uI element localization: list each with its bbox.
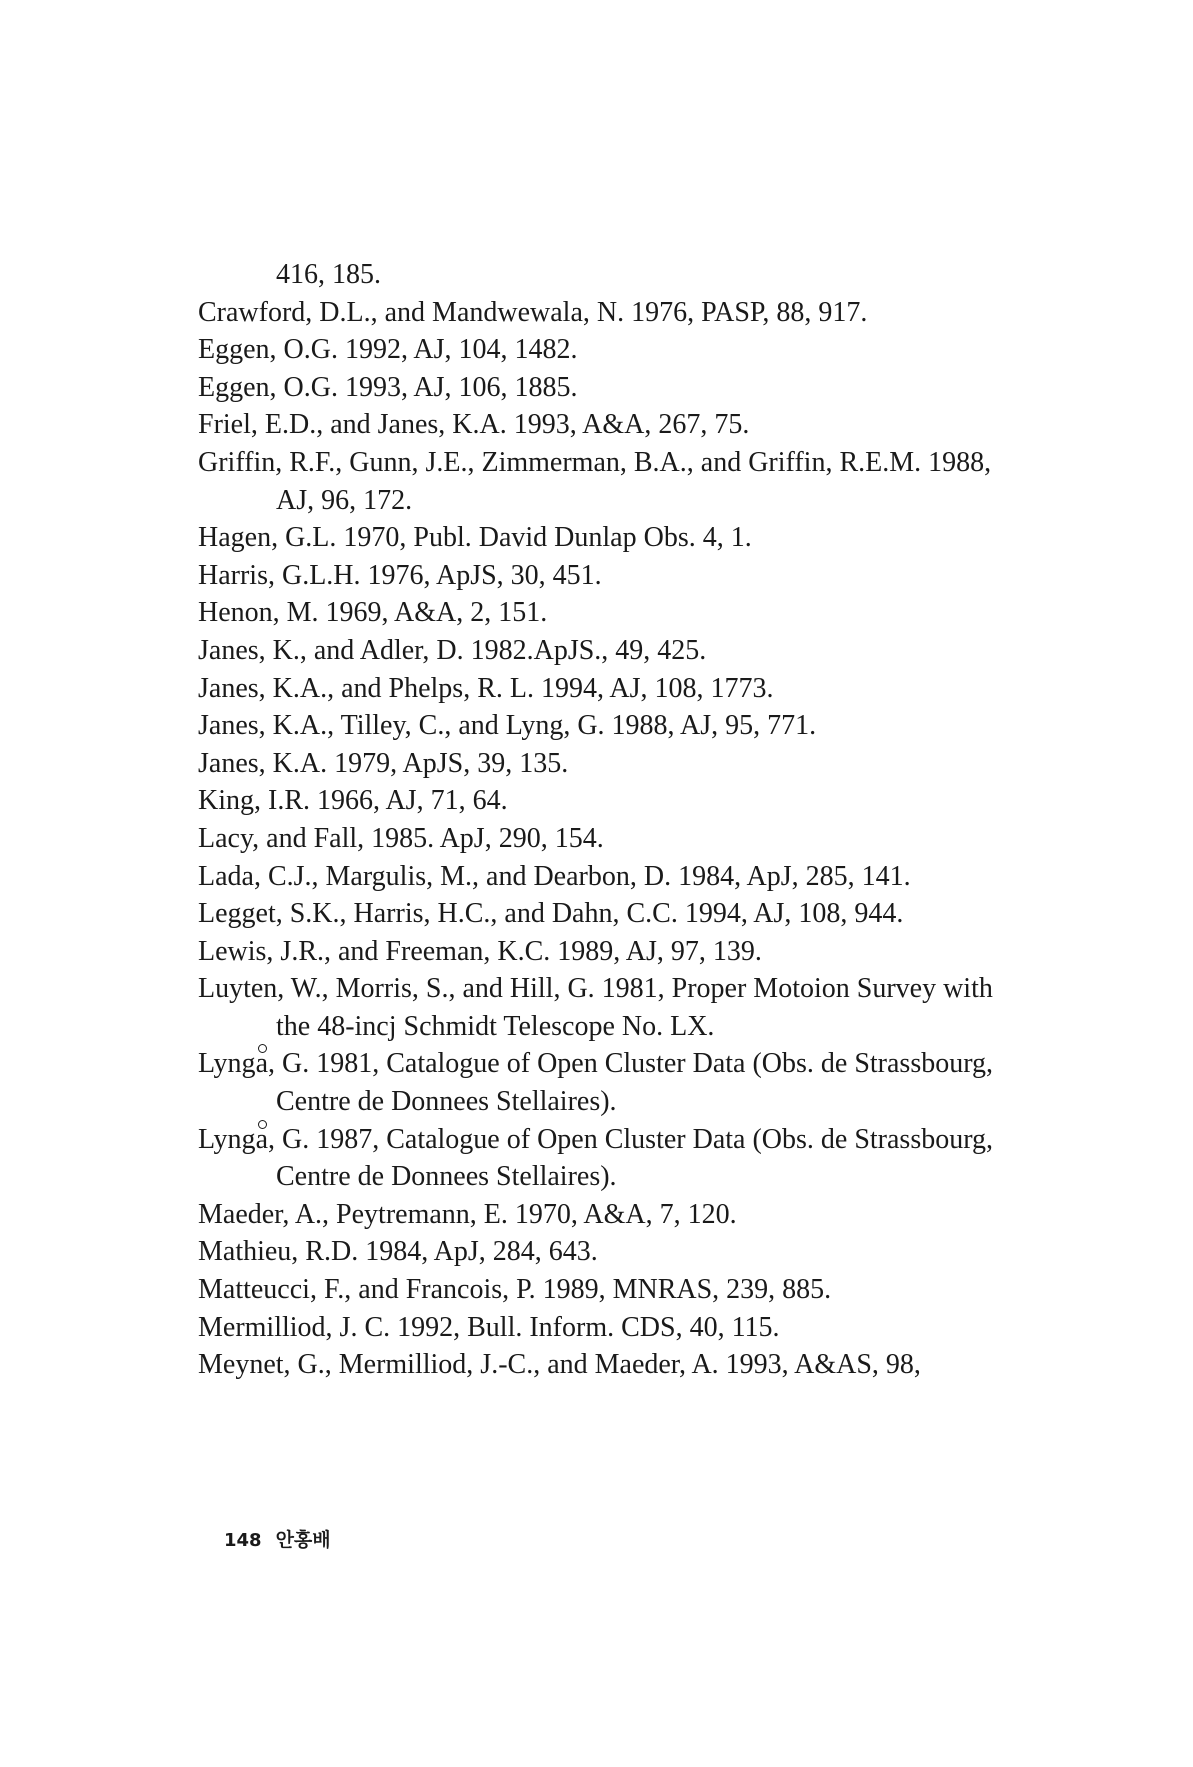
reference-text: Griffin, R.F., Gunn, J.E., Zimmerman, B.A., and Griffin, R.E.M. 1988,: [198, 446, 992, 478]
reference-item: [198, 1121, 1078, 1196]
reference-item: [198, 1233, 1078, 1271]
ring-accent-letter: a: [255, 1123, 268, 1155]
reference-continuation: Centre de Donnees Stellaires).: [276, 1086, 617, 1118]
reference-item: [198, 1346, 1078, 1384]
reference-item: [198, 444, 1078, 519]
reference-text: Lacy, and Fall, 1985. ApJ, 290, 154.: [198, 822, 604, 854]
reference-text: Lada, C.J., Margulis, M., and Dearbon, D. 1984, ApJ, 285, 141.: [198, 860, 911, 892]
reference-item: [198, 1309, 1078, 1347]
reference-text: Friel, E.D., and Janes, K.A. 1993, A&A, 267, 75.: [198, 409, 750, 441]
reference-text: Lyng: [198, 1048, 256, 1080]
reference-item: [198, 519, 1078, 557]
reference-item: [198, 820, 1078, 858]
reference-text: Mermilliod, J. C. 1992, Bull. Inform. CDS, 40, 115.: [198, 1311, 780, 1343]
reference-text: Hagen, G.L. 1970, Publ. David Dunlap Obs. 4, 1.: [198, 522, 752, 554]
reference-text: , G. 1987, Catalogue of Open Cluster Data (Obs. de Strassbourg,: [268, 1123, 994, 1155]
reference-text: Matteucci, F., and Francois, P. 1989, MNRAS, 239, 885.: [198, 1274, 832, 1306]
reference-text: Janes, K.A., and Phelps, R. L. 1994, AJ, 108, 1773.: [198, 672, 774, 704]
reference-text: Maeder, A., Peytremann, E. 1970, A&A, 7, 120.: [198, 1198, 737, 1230]
reference-text: Janes, K., and Adler, D. 1982.ApJS., 49, 425.: [198, 634, 707, 666]
reference-item: [198, 1045, 1078, 1120]
reference-text: Eggen, O.G. 1993, AJ, 106, 1885.: [198, 371, 578, 403]
reference-text: Mathieu, R.D. 1984, ApJ, 284, 643.: [198, 1236, 598, 1268]
reference-item: [198, 406, 1078, 444]
reference-item: [198, 1271, 1078, 1309]
reference-text: Crawford, D.L., and Mandwewala, N. 1976, PASP, 88, 917.: [198, 296, 868, 328]
reference-item: [198, 858, 1078, 896]
reference-text: Eggen, O.G. 1992, AJ, 104, 1482.: [198, 334, 578, 366]
reference-item: [198, 256, 1078, 294]
reference-item: [198, 670, 1078, 708]
running-author: 안홍배: [275, 1529, 331, 1551]
reference-item: [198, 557, 1078, 595]
reference-text: Harris, G.L.H. 1976, ApJS, 30, 451.: [198, 559, 602, 591]
page-footer: [224, 1525, 331, 1552]
reference-item: [198, 1196, 1078, 1234]
reference-item: [198, 331, 1078, 369]
reference-text: Legget, S.K., Harris, H.C., and Dahn, C.C. 1994, AJ, 108, 944.: [198, 898, 904, 930]
reference-item: [198, 369, 1078, 407]
reference-item: [198, 707, 1078, 745]
reference-text: Janes, K.A. 1979, ApJS, 39, 135.: [198, 747, 569, 779]
reference-text: Lewis, J.R., and Freeman, K.C. 1989, AJ, 97, 139.: [198, 935, 762, 967]
reference-item: [198, 933, 1078, 971]
reference-text: Janes, K.A., Tilley, C., and Lyng, G. 1988, AJ, 95, 771.: [198, 710, 817, 742]
reference-item: [198, 782, 1078, 820]
reference-text: , G. 1981, Catalogue of Open Cluster Data (Obs. de Strassbourg,: [268, 1048, 994, 1080]
reference-text: Meynet, G., Mermilliod, J.-C., and Maeder, A. 1993, A&AS, 98,: [198, 1349, 921, 1381]
reference-list: [198, 256, 1078, 1384]
reference-continuation: 416, 185.: [276, 259, 381, 290]
reference-text: Henon, M. 1969, A&A, 2, 151.: [198, 597, 548, 629]
page-number: 148: [224, 1530, 262, 1551]
reference-text: Lyng: [198, 1123, 256, 1155]
reference-text: Luyten, W., Morris, S., and Hill, G. 1981, Proper Motoion Survey with: [198, 973, 993, 1005]
reference-continuation: Centre de Donnees Stellaires).: [276, 1161, 617, 1193]
reference-item: [198, 895, 1078, 933]
reference-continuation: the 48-incj Schmidt Telescope No. LX.: [276, 1010, 715, 1042]
reference-item: [198, 632, 1078, 670]
reference-text: King, I.R. 1966, AJ, 71, 64.: [198, 785, 508, 817]
reference-item: [198, 745, 1078, 783]
reference-continuation: AJ, 96, 172.: [276, 484, 413, 516]
ring-accent-letter: a: [255, 1048, 268, 1080]
reference-item: [198, 594, 1078, 632]
reference-item: [198, 970, 1078, 1045]
reference-item: [198, 294, 1078, 332]
